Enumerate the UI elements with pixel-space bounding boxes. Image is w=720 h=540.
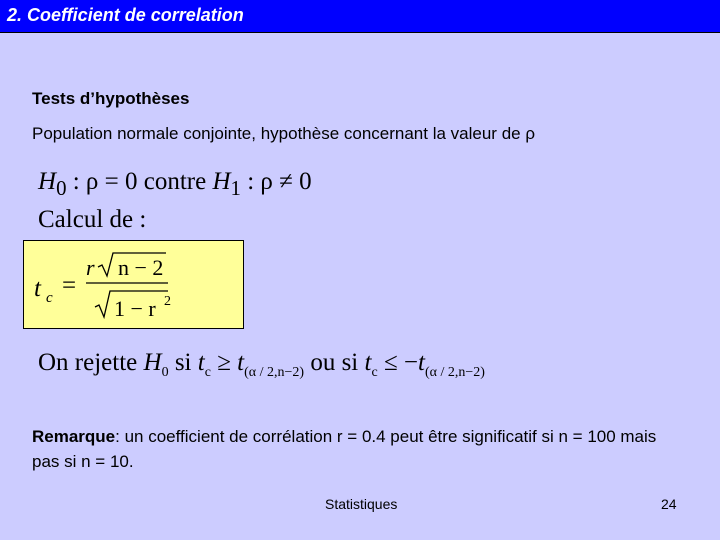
intro-text: Population normale conjointe, hypothèse concernant la valeur de ρ [32, 124, 535, 143]
formula-lhs-t: t [34, 275, 41, 302]
reject-op-geq: ≥ [210, 349, 238, 376]
reject-t-crit-1: t [237, 349, 245, 376]
page-number: 24 [661, 496, 677, 512]
calc-label: Calcul de : [38, 206, 147, 233]
h1-subscript: 1 [230, 176, 241, 200]
t-statistic-formula [24, 241, 245, 330]
formula-den-exponent: 2 [164, 294, 171, 309]
reject-t-crit-1-sub: (α / 2,n−2) [244, 365, 305, 380]
h0-symbol: H [38, 168, 57, 195]
h0-subscript: 0 [56, 176, 67, 200]
formula-box [23, 240, 244, 329]
reject-si-1: si [168, 349, 198, 376]
formula-num-r: r [86, 255, 95, 280]
reject-t-crit-2: t [418, 349, 425, 376]
reject-op-leq: ≤ − [377, 349, 419, 376]
h1-symbol: H [212, 168, 231, 195]
formula-den-radicand: 1 − r [114, 296, 156, 321]
section-subtitle: Tests d’hypothèses [32, 89, 190, 108]
reject-ou-si: ou si [304, 349, 365, 376]
formula-num-radicand: n − 2 [118, 255, 164, 280]
h1-statement: : ρ ≠ 0 [240, 168, 312, 195]
remark-label: Remarque [32, 427, 116, 446]
reject-t-crit-2-sub: (α / 2,n−2) [424, 365, 485, 380]
reject-tc-1: t [197, 349, 205, 376]
reject-tc-1-sub: c [204, 365, 211, 380]
reject-tc-2: t [364, 349, 372, 376]
hypothesis-line [38, 168, 312, 201]
title-bar [0, 0, 720, 33]
reject-h-symbol: H [143, 349, 162, 376]
reject-h-sub: 0 [161, 365, 169, 380]
remark-text: : un coefficient de corrélation r = 0.4 peut être significatif si n = 100 mais pas si n = 10. [32, 427, 657, 471]
formula-lhs-sub: c [46, 290, 53, 306]
reject-intro: On rejette [38, 349, 144, 376]
remark-paragraph [32, 424, 672, 474]
slide-title: 2. Coefficient de correlation [7, 5, 244, 25]
reject-tc-2-sub: c [371, 365, 378, 380]
h0-statement: : ρ = 0 contre [66, 168, 213, 195]
rejection-rule [38, 349, 485, 381]
footer-label: Statistiques [325, 496, 398, 512]
formula-equals: = [62, 272, 77, 299]
